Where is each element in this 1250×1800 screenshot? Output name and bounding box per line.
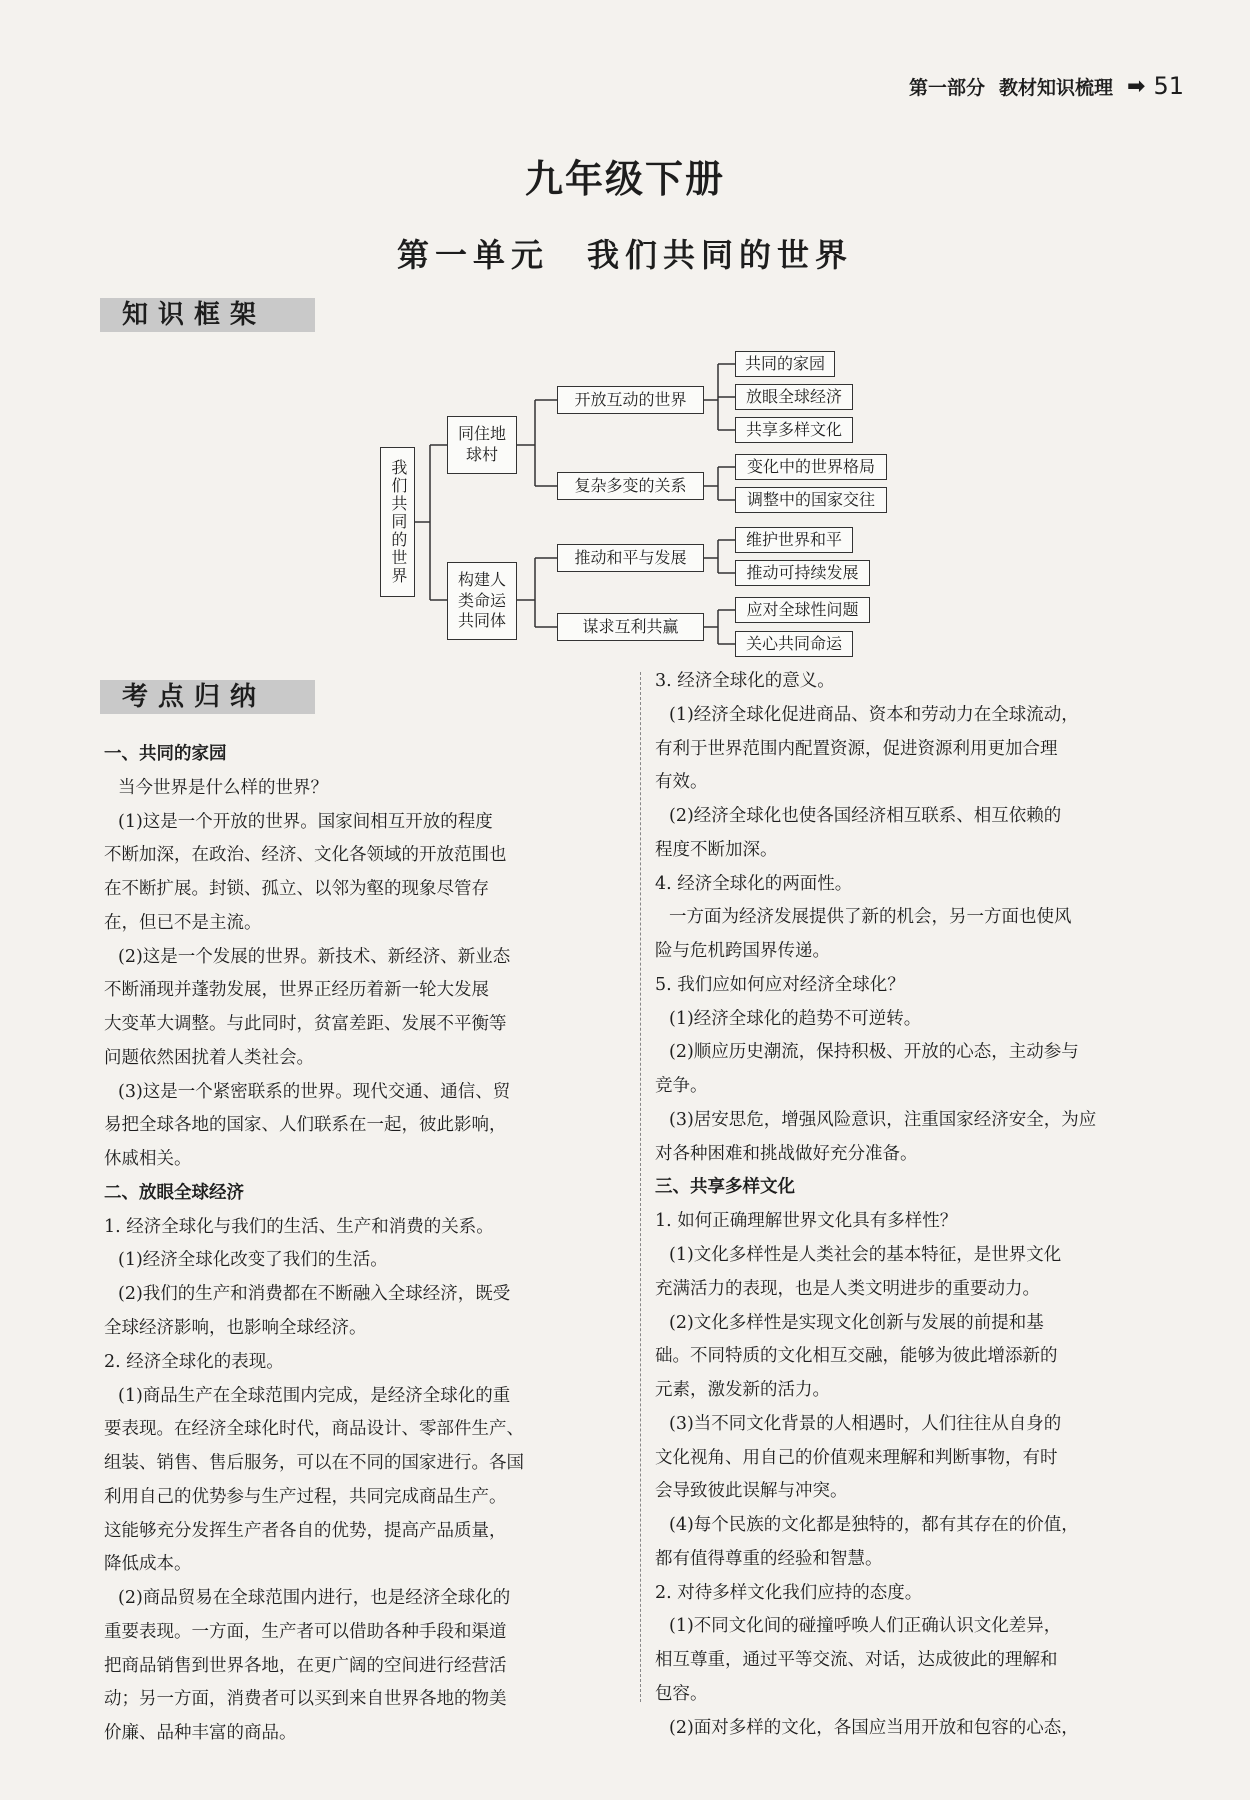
arrow-right-icon: ➡ bbox=[1127, 73, 1146, 99]
text-line: 程度不断加深。 bbox=[655, 839, 778, 860]
text-line: (1)经济全球化促进商品、资本和劳动力在全球流动， bbox=[669, 704, 1079, 725]
text-line: (3)当不同文化背景的人相遇时，人们往往从自身的 bbox=[669, 1413, 1062, 1434]
text-line: 这能够充分发挥生产者各自的优势，提高产品质量， bbox=[104, 1520, 507, 1541]
text-line: 利用自己的优势参与生产过程，共同完成商品生产。 bbox=[104, 1486, 507, 1507]
text-line: 降低成本。 bbox=[104, 1554, 192, 1575]
diagram-branch-node: 同住地球村 bbox=[447, 416, 517, 474]
header-part: 第一部分 bbox=[908, 76, 985, 99]
text-line: (1)经济全球化的趋势不可逆转。 bbox=[669, 1008, 922, 1029]
text-line: 会导致彼此误解与冲突。 bbox=[655, 1481, 848, 1502]
diagram-branch-node: 构建人类命运共同体 bbox=[447, 562, 517, 640]
question-heading: 1. 经济全球化与我们的生活、生产和消费的关系。 bbox=[104, 1216, 494, 1237]
text-line: (2)顺应历史潮流，保持积极、开放的心态，主动参与 bbox=[669, 1042, 1079, 1063]
text-line: 一方面为经济发展提供了新的机会，另一方面也使风 bbox=[669, 907, 1072, 928]
text-line: 把商品销售到世界各地，在更广阔的空间进行经营活 bbox=[104, 1655, 507, 1676]
section-heading: 三、共享多样文化 bbox=[655, 1177, 795, 1198]
diagram-leaf-node: 推动可持续发展 bbox=[735, 560, 870, 586]
text-line: (3)这是一个紧密联系的世界。现代交通、通信、贸 bbox=[118, 1081, 511, 1102]
text-line: 不断涌现并蓬勃发展，世界正经历着新一轮大发展 bbox=[104, 980, 489, 1001]
header-section: 教材知识梳理 bbox=[999, 76, 1114, 99]
text-line: (2)文化多样性是实现文化创新与发展的前提和基 bbox=[669, 1312, 1044, 1333]
text-line: 价廉、品种丰富的商品。 bbox=[104, 1723, 297, 1744]
summary-label: 考点归纳 bbox=[100, 680, 315, 714]
text-line: (1)不同文化间的碰撞呼唤人们正确认识文化差异， bbox=[669, 1616, 1062, 1637]
text-line: 包容。 bbox=[655, 1683, 708, 1704]
text-line: 问题依然困扰着人类社会。 bbox=[104, 1047, 314, 1068]
diagram-leaf-node: 调整中的国家交往 bbox=[735, 487, 887, 513]
diagram-leaf-node: 共享多样文化 bbox=[735, 417, 853, 443]
diagram-sub-node: 推动和平与发展 bbox=[557, 544, 704, 572]
diagram-sub-node: 开放互动的世界 bbox=[557, 386, 704, 414]
text-line: (4)每个民族的文化都是独特的，都有其存在的价值， bbox=[669, 1515, 1079, 1536]
question-heading: 2. 对待多样文化我们应持的态度。 bbox=[655, 1582, 923, 1603]
text-line: 充满活力的表现，也是人类文明进步的重要动力。 bbox=[655, 1278, 1040, 1299]
framework-label: 知识框架 bbox=[100, 298, 315, 332]
text-line: (2)这是一个发展的世界。新技术、新经济、新业态 bbox=[118, 946, 511, 967]
text-line: 础。不同特质的文化相互交融，能够为彼此增添新的 bbox=[655, 1346, 1058, 1367]
question-heading: 2. 经济全球化的表现。 bbox=[104, 1351, 284, 1372]
diagram-leaf-node: 放眼全球经济 bbox=[735, 384, 853, 410]
diagram-root-node: 我们共同的世界 bbox=[380, 447, 415, 597]
diagram-sub-node: 谋求互利共赢 bbox=[557, 613, 704, 641]
text-line: 在不断扩展。封锁、孤立、以邻为壑的现象尽管存 bbox=[104, 879, 489, 900]
right-column bbox=[655, 665, 1175, 1746]
text-line: 相互尊重，通过平等交流、对话，达成彼此的理解和 bbox=[655, 1650, 1058, 1671]
text-line: (1)经济全球化改变了我们的生活。 bbox=[118, 1250, 388, 1271]
text-line: 休戚相关。 bbox=[104, 1149, 192, 1170]
text-line: 有利于世界范围内配置资源，促进资源利用更加合理 bbox=[655, 738, 1058, 759]
question-heading: 1. 如何正确理解世界文化具有多样性？ bbox=[655, 1211, 958, 1232]
text-line: (1)这是一个开放的世界。国家间相互开放的程度 bbox=[118, 811, 493, 832]
text-line: 全球经济影响，也影响全球经济。 bbox=[104, 1318, 367, 1339]
question-heading: 4. 经济全球化的两面性。 bbox=[655, 873, 853, 894]
text-line: 组装、销售、售后服务，可以在不同的国家进行。各国 bbox=[104, 1453, 524, 1474]
text-line: 当今世界是什么样的世界？ bbox=[118, 777, 328, 798]
unit-title: 第一单元 我们共同的世界 bbox=[396, 236, 853, 274]
grade-title: 九年级下册 bbox=[524, 157, 725, 201]
text-line: 险与危机跨国界传递。 bbox=[655, 941, 830, 962]
text-line: 元素，激发新的活力。 bbox=[655, 1380, 830, 1401]
text-line: 要表现。在经济全球化时代，商品设计、零部件生产、 bbox=[104, 1419, 524, 1440]
section-heading: 二、放眼全球经济 bbox=[104, 1182, 244, 1203]
diagram-leaf-node: 关心共同命运 bbox=[735, 631, 853, 657]
text-line: (2)经济全球化也使各国经济相互联系、相互依赖的 bbox=[669, 806, 1062, 827]
knowledge-framework-diagram bbox=[0, 0, 1250, 700]
text-line: 竞争。 bbox=[655, 1076, 708, 1097]
text-line: (1)文化多样性是人类社会的基本特征，是世界文化 bbox=[669, 1245, 1062, 1266]
text-line: 大变革大调整。与此同时，贫富差距、发展不平衡等 bbox=[104, 1014, 507, 1035]
text-line: (1)商品生产在全球范围内完成，是经济全球化的重 bbox=[118, 1385, 511, 1406]
text-line: 文化视角、用自己的价值观来理解和判断事物，有时 bbox=[655, 1447, 1058, 1468]
text-line: 对各种困难和挑战做好充分准备。 bbox=[655, 1143, 918, 1164]
text-line: 有效。 bbox=[655, 772, 708, 793]
text-line: 不断加深，在政治、经济、文化各领域的开放范围也 bbox=[104, 845, 507, 866]
text-line: 都有值得尊重的经验和智慧。 bbox=[655, 1548, 883, 1569]
diagram-leaf-node: 维护世界和平 bbox=[735, 527, 853, 553]
text-line: (2)商品贸易在全球范围内进行，也是经济全球化的 bbox=[118, 1588, 511, 1609]
diagram-leaf-node: 变化中的世界格局 bbox=[735, 454, 887, 480]
diagram-sub-node: 复杂多变的关系 bbox=[557, 472, 704, 500]
text-line: 动；另一方面，消费者可以买到来自世界各地的物美 bbox=[104, 1689, 507, 1710]
left-column bbox=[104, 738, 624, 1751]
page-header bbox=[909, 72, 1184, 100]
question-heading: 5. 我们应如何应对经济全球化？ bbox=[655, 974, 905, 995]
diagram-leaf-node: 应对全球性问题 bbox=[735, 597, 870, 623]
text-line: (3)居安思危，增强风险意识，注重国家经济安全，为应 bbox=[669, 1109, 1097, 1130]
text-line: 在，但已不是主流。 bbox=[104, 912, 262, 933]
column-divider bbox=[640, 672, 641, 1702]
text-line: 重要表现。一方面，生产者可以借助各种手段和渠道 bbox=[104, 1621, 507, 1642]
section-heading: 一、共同的家园 bbox=[104, 744, 227, 764]
question-heading: 3. 经济全球化的意义。 bbox=[655, 671, 835, 691]
diagram-leaf-node: 共同的家园 bbox=[735, 351, 835, 377]
text-line: 易把全球各地的国家、人们联系在一起，彼此影响， bbox=[104, 1115, 507, 1136]
text-line: (2)我们的生产和消费都在不断融入全球经济，既受 bbox=[118, 1284, 511, 1305]
text-line: (2)面对多样的文化，各国应当用开放和包容的心态， bbox=[669, 1717, 1079, 1738]
page-number: 51 bbox=[1153, 72, 1184, 100]
